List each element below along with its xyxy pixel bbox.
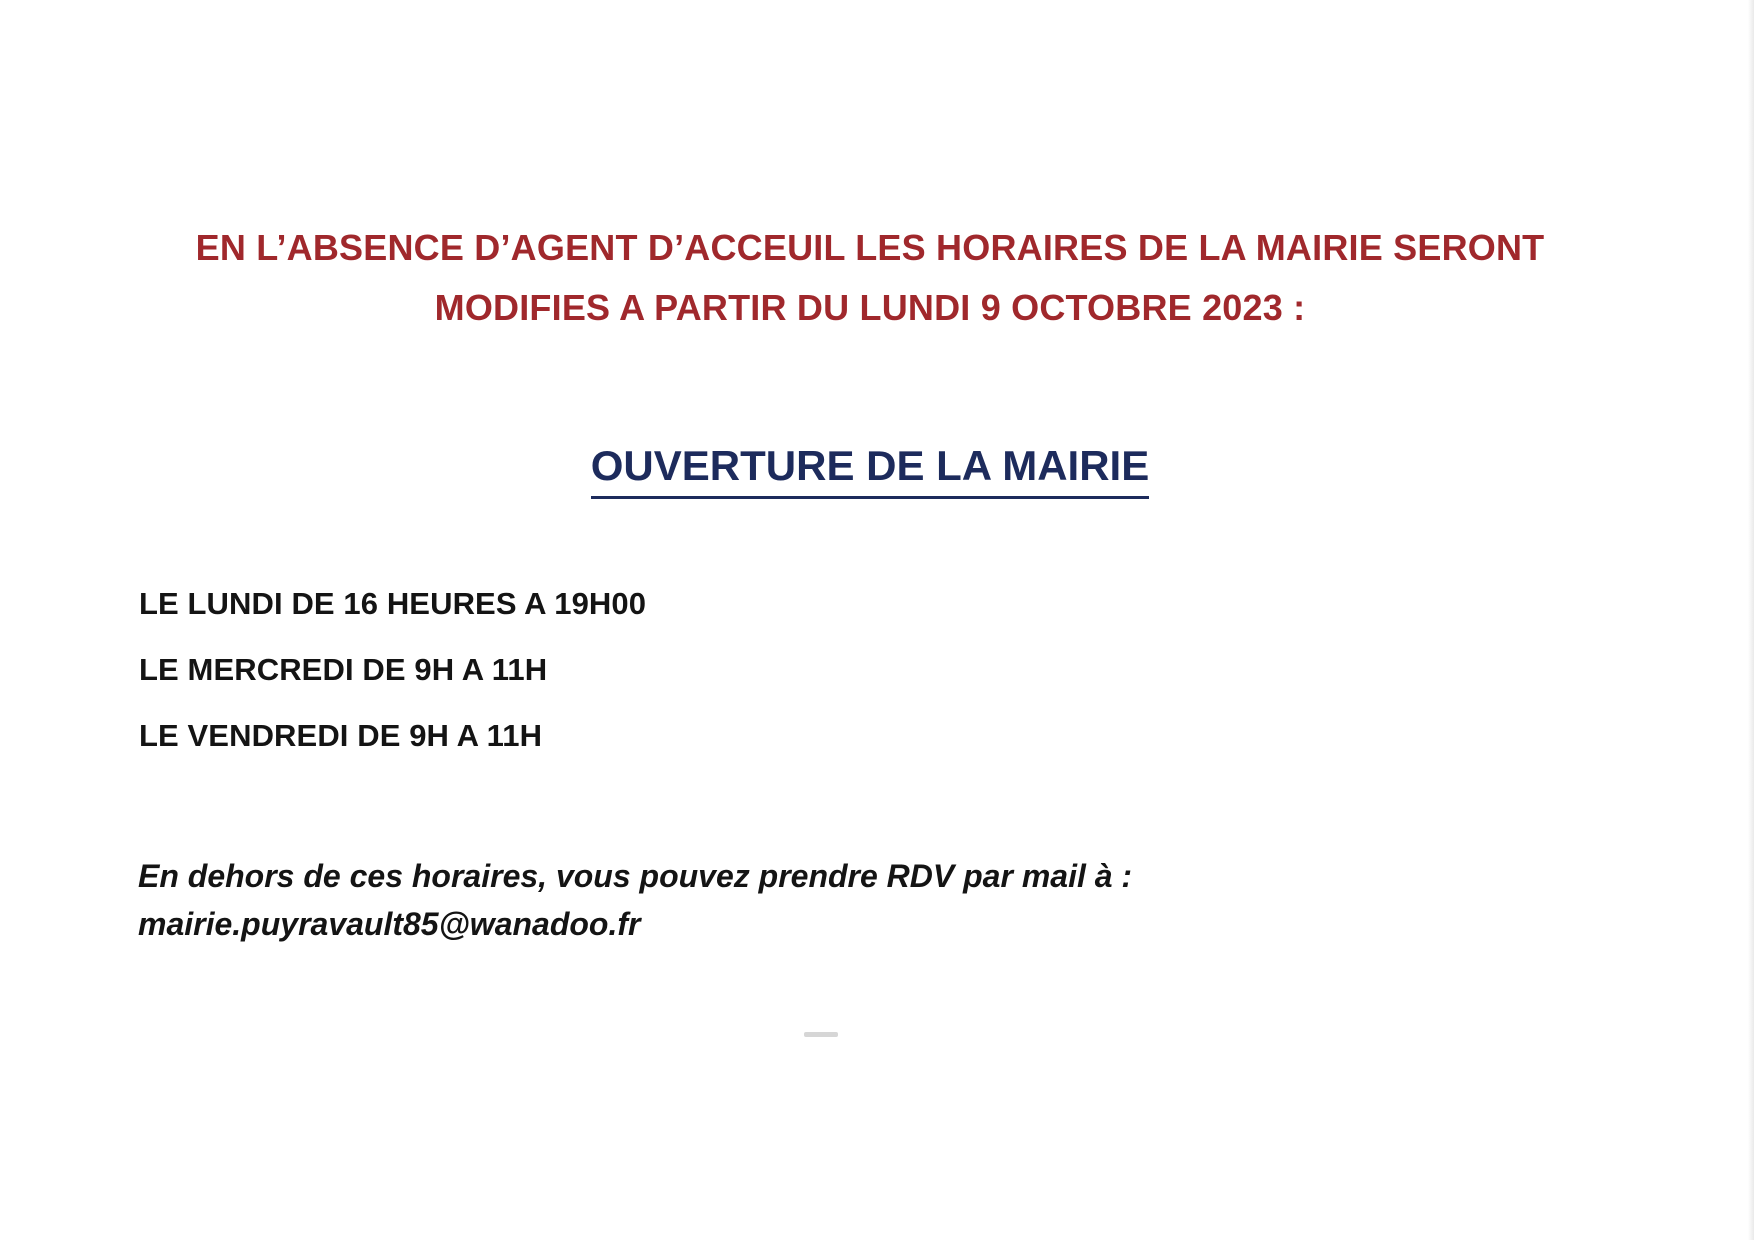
contact-info [138, 852, 1132, 948]
notice-line-2: MODIFIES A PARTIR DU LUNDI 9 OCTOBRE 2023 : [434, 287, 1306, 328]
heading-container [0, 440, 1740, 499]
opening-hours-heading: OUVERTURE DE LA MAIRIE [591, 440, 1149, 499]
opening-hours-list [139, 586, 646, 784]
notice-line-1: EN L’ABSENCE D’AGENT D’ACCEUIL LES HORAIRES DE LA MAIRIE SERONT [195, 227, 1545, 268]
contact-text: En dehors de ces horaires, vous pouvez prendre RDV par mail à : [138, 858, 1133, 894]
hours-friday: LE VENDREDI DE 9H A 11H [139, 718, 543, 753]
scan-artifact [804, 1032, 838, 1037]
schedule-change-notice [140, 218, 1600, 338]
contact-email: mairie.puyravault85@wanadoo.fr [138, 906, 641, 942]
hours-monday: LE LUNDI DE 16 HEURES A 19H00 [139, 586, 647, 621]
scan-edge-shadow [1748, 0, 1754, 1240]
hours-wednesday: LE MERCREDI DE 9H A 11H [139, 652, 548, 687]
